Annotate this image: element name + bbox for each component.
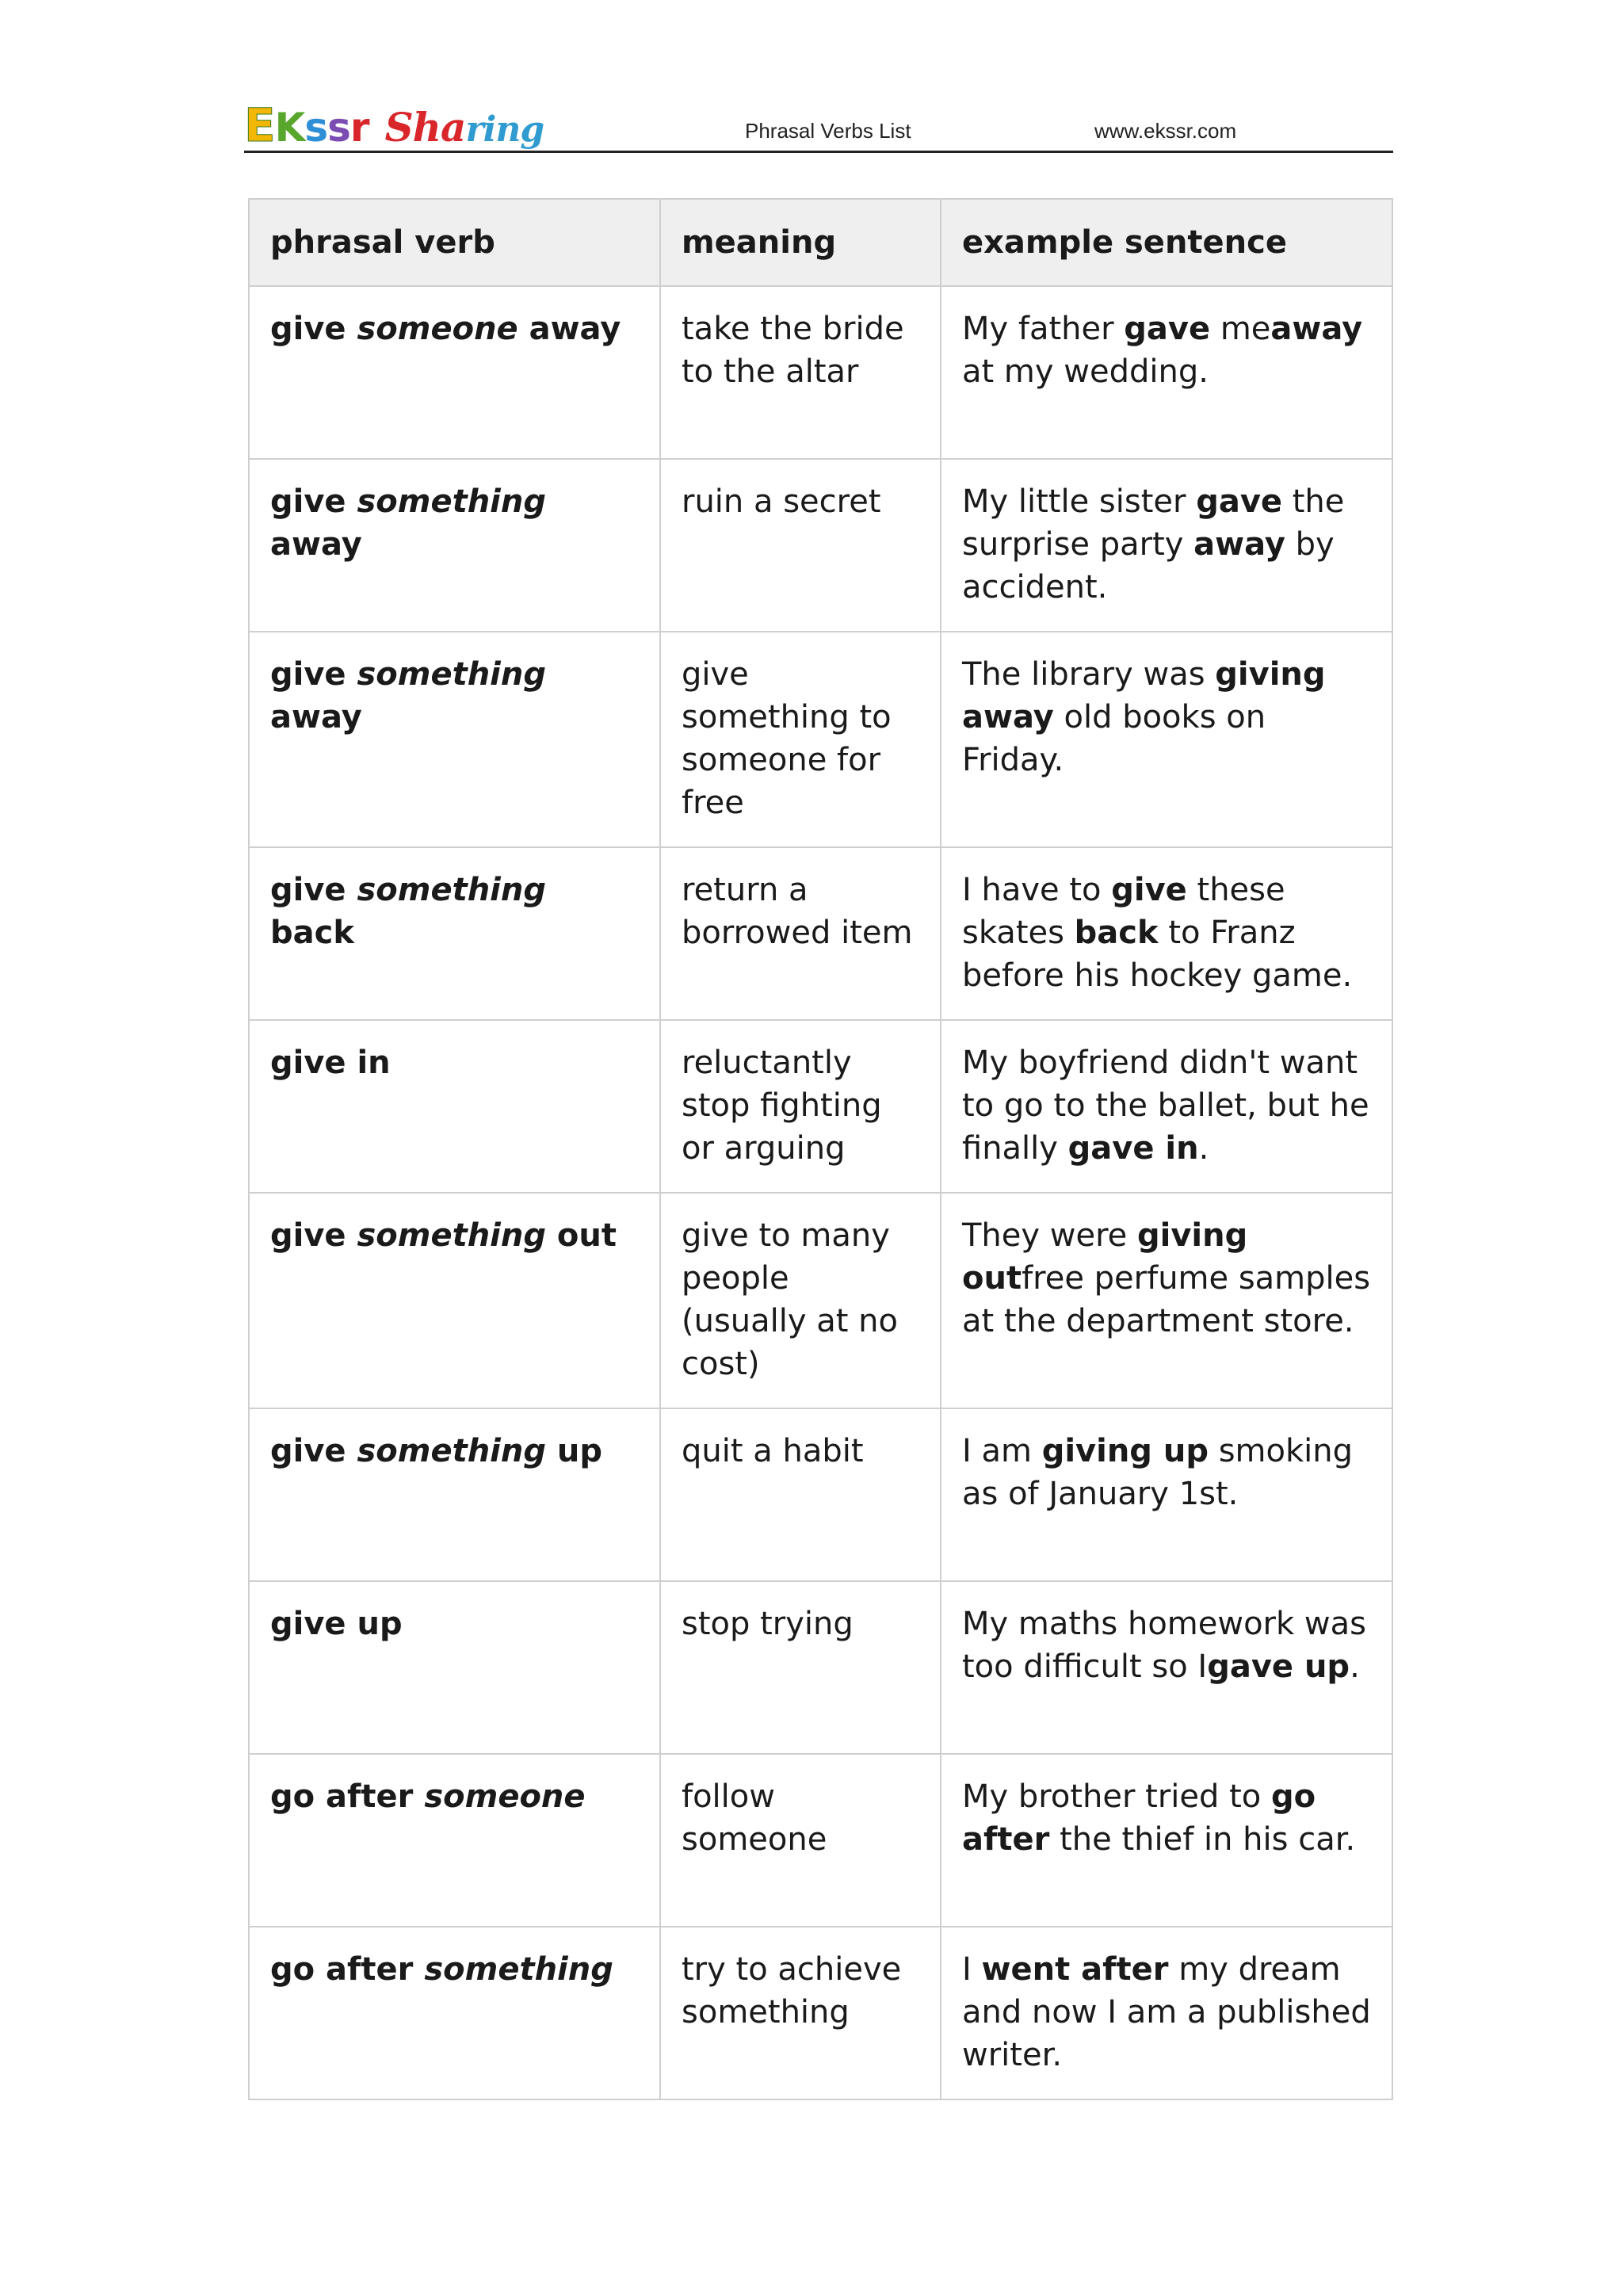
text-run: give	[270, 872, 357, 908]
column-header-example: example sentence	[941, 199, 1392, 286]
text-run: The library was	[962, 656, 1216, 693]
table-row	[249, 1408, 1392, 1581]
text-run: give	[270, 656, 357, 693]
example-cell	[941, 847, 1392, 1020]
text-run: giving up	[1041, 1433, 1209, 1469]
text-run: My maths homework was too difficult so I	[962, 1606, 1366, 1685]
site-url: www.ekssr.com	[1094, 119, 1237, 143]
page-header	[244, 98, 1393, 153]
text-run: go after	[270, 1951, 425, 1988]
text-run: my dream and now I am a published writer.	[962, 1951, 1371, 2073]
text-run: away	[517, 311, 621, 347]
text-run: something	[357, 872, 546, 908]
text-run: gave	[1196, 483, 1283, 520]
text-run: me	[1210, 311, 1271, 347]
example-cell	[941, 1927, 1392, 2099]
ekssr-logo: EKssr Sharing	[244, 98, 544, 152]
text-run: someone	[357, 311, 518, 347]
text-run: away	[270, 526, 362, 563]
meaning-cell: take the bride to the altar	[660, 286, 941, 459]
text-run: back	[1074, 915, 1159, 951]
column-header-meaning: meaning	[660, 199, 941, 286]
phrasal-verb-cell	[249, 459, 660, 632]
column-header-phrasal-verb: phrasal verb	[249, 199, 660, 286]
text-run: someone	[424, 1778, 586, 1815]
table-row	[249, 1193, 1392, 1408]
table-row	[249, 286, 1392, 459]
text-run: the surprise party	[962, 483, 1345, 563]
table-row	[249, 847, 1392, 1020]
phrasal-verb-cell	[249, 1408, 660, 1581]
phrasal-verb-cell	[249, 1020, 660, 1193]
meaning-cell: ruin a secret	[660, 459, 941, 632]
table-row	[249, 1581, 1392, 1754]
text-run: something	[424, 1951, 613, 1988]
text-run: away	[270, 699, 362, 735]
text-run: gave up	[1207, 1648, 1350, 1685]
text-run: gave in	[1067, 1130, 1199, 1167]
text-run: My father	[962, 311, 1125, 347]
phrasal-verb-cell	[249, 1754, 660, 1927]
text-run: something	[357, 1217, 546, 1254]
text-run: I am	[962, 1433, 1042, 1469]
text-run: give in	[270, 1045, 391, 1081]
table-row	[249, 1754, 1392, 1927]
phrasal-verb-cell	[249, 1927, 660, 2099]
text-run: these skates	[962, 872, 1285, 951]
text-run: giving out	[962, 1217, 1248, 1297]
meaning-cell: follow someone	[660, 1754, 941, 1927]
example-cell	[941, 1020, 1392, 1193]
table-header-row	[249, 199, 1392, 286]
text-run: go after	[962, 1778, 1316, 1858]
text-run: the thief in his car.	[1049, 1821, 1356, 1858]
example-cell	[941, 459, 1392, 632]
example-cell	[941, 1193, 1392, 1408]
example-cell	[941, 1581, 1392, 1754]
document-title: Phrasal Verbs List	[745, 119, 911, 143]
table-row	[249, 1020, 1392, 1193]
text-run: My brother tried to	[962, 1778, 1271, 1815]
meaning-cell: return a borrowed item	[660, 847, 941, 1020]
text-run: .	[1350, 1648, 1360, 1685]
example-cell	[941, 286, 1392, 459]
text-run: .	[1198, 1130, 1209, 1167]
example-cell	[941, 632, 1392, 847]
phrasal-verb-cell	[249, 286, 660, 459]
text-run: something	[357, 1433, 546, 1469]
text-run: out	[546, 1217, 617, 1254]
phrasal-verb-cell	[249, 632, 660, 847]
text-run: up	[546, 1433, 603, 1469]
example-cell	[941, 1754, 1392, 1927]
meaning-cell: reluctantly stop fighting or arguing	[660, 1020, 941, 1193]
meaning-cell: give something to someone for free	[660, 632, 941, 847]
text-run: away	[1193, 526, 1285, 563]
text-run: back	[270, 915, 354, 951]
text-run: went after	[981, 1951, 1169, 1988]
meaning-cell: quit a habit	[660, 1408, 941, 1581]
text-run: to Franz before his hockey game.	[962, 915, 1353, 994]
phrasal-verb-cell	[249, 1193, 660, 1408]
meaning-cell: stop trying	[660, 1581, 941, 1754]
text-run: give	[270, 1433, 357, 1469]
text-run: I	[962, 1951, 982, 1988]
text-run: giving away	[962, 656, 1326, 735]
text-run: My little sister	[962, 483, 1197, 520]
text-run: give up	[270, 1606, 403, 1642]
text-run: something	[357, 483, 546, 520]
text-run: go after	[270, 1778, 425, 1815]
text-run: They were	[962, 1217, 1137, 1254]
phrasal-verb-cell	[249, 1581, 660, 1754]
phrasal-verb-cell	[249, 847, 660, 1020]
table-body	[249, 286, 1392, 2099]
meaning-cell: try to achieve something	[660, 1927, 941, 2099]
text-run: free perfume samples at the department store.	[962, 1260, 1371, 1339]
text-run: My boyfriend didn't want to go to the ballet, but he finally	[962, 1045, 1369, 1167]
text-run: smoking as of January 1st.	[962, 1433, 1353, 1512]
text-run: something	[357, 656, 546, 693]
text-run: old books on Friday.	[962, 699, 1266, 778]
example-cell	[941, 1408, 1392, 1581]
text-run: give	[270, 311, 357, 347]
phrasal-verbs-table	[248, 198, 1393, 2100]
text-run: away	[1270, 311, 1363, 347]
text-run: I have to	[962, 872, 1112, 908]
table-row	[249, 1927, 1392, 2099]
text-run: give	[270, 483, 357, 520]
text-run: give	[1111, 872, 1187, 908]
text-run: give	[270, 1217, 357, 1254]
text-run: by accident.	[962, 526, 1335, 606]
text-run: gave	[1124, 311, 1211, 347]
text-run: at my wedding.	[962, 353, 1209, 390]
table-row	[249, 632, 1392, 847]
table-row	[249, 459, 1392, 632]
meaning-cell: give to many people (usually at no cost)	[660, 1193, 941, 1408]
